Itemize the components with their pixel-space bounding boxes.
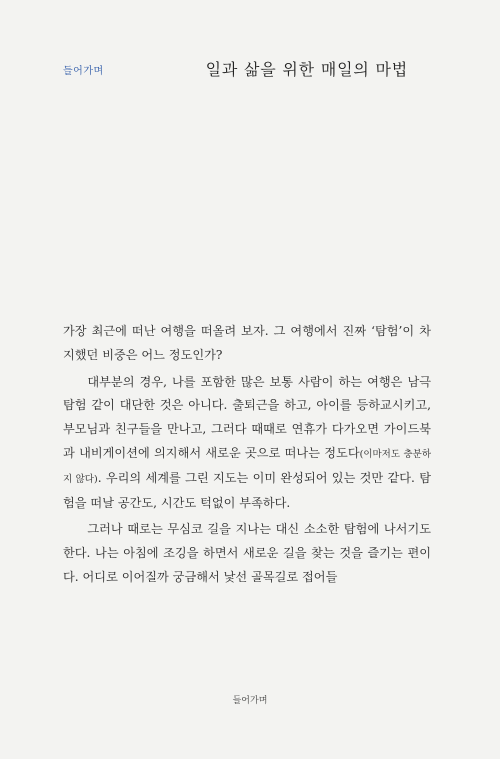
paragraph-2-main: 대부분의 경우, 나를 포함한 많은 보통 사람이 하는 여행은 남극탐험 같이 대단한 것은 아니다. 출퇴근을 하고, 아이를 등하교시키고, 부모님과 친구들을 만나고, 그러다 때때로 연휴가 다가오면 가이드북과 내비게이션에 의지해서 새로운 곳으로 떠나는 정도다 [63,374,431,460]
running-footer: 들어가며 [232,696,268,706]
section-label: 들어가며 [63,66,104,77]
paragraph-1: 가장 최근에 떠난 여행을 떠올려 보자. 그 여행에서 진짜 ‘탐험’이 차지했던 비중은 어느 정도인가? [63,324,431,362]
paragraph-3: 그러나 때로는 무심코 길을 지나는 대신 소소한 탐험에 나서기도 한다. 나는 아침에 조깅을 하면서 새로운 길을 찾는 것을 즐기는 편이다. 어디로 이어질까 궁금해서 낯선 골목길로 접어들 [63,522,431,584]
paragraph-2-aside: (이마저도 충분하지 않다) [63,448,432,485]
chapter-title: 일과 삶을 위한 매일의 마법 [205,60,408,79]
paragraph-2 [63,371,431,516]
paragraph-2-tail: . 우리의 세계를 그린 지도는 이미 완성되어 있는 것만 같다. 탐험을 떠날 공간도, 시간도 턱없이 부족하다. [63,470,431,510]
body-text [63,320,431,593]
